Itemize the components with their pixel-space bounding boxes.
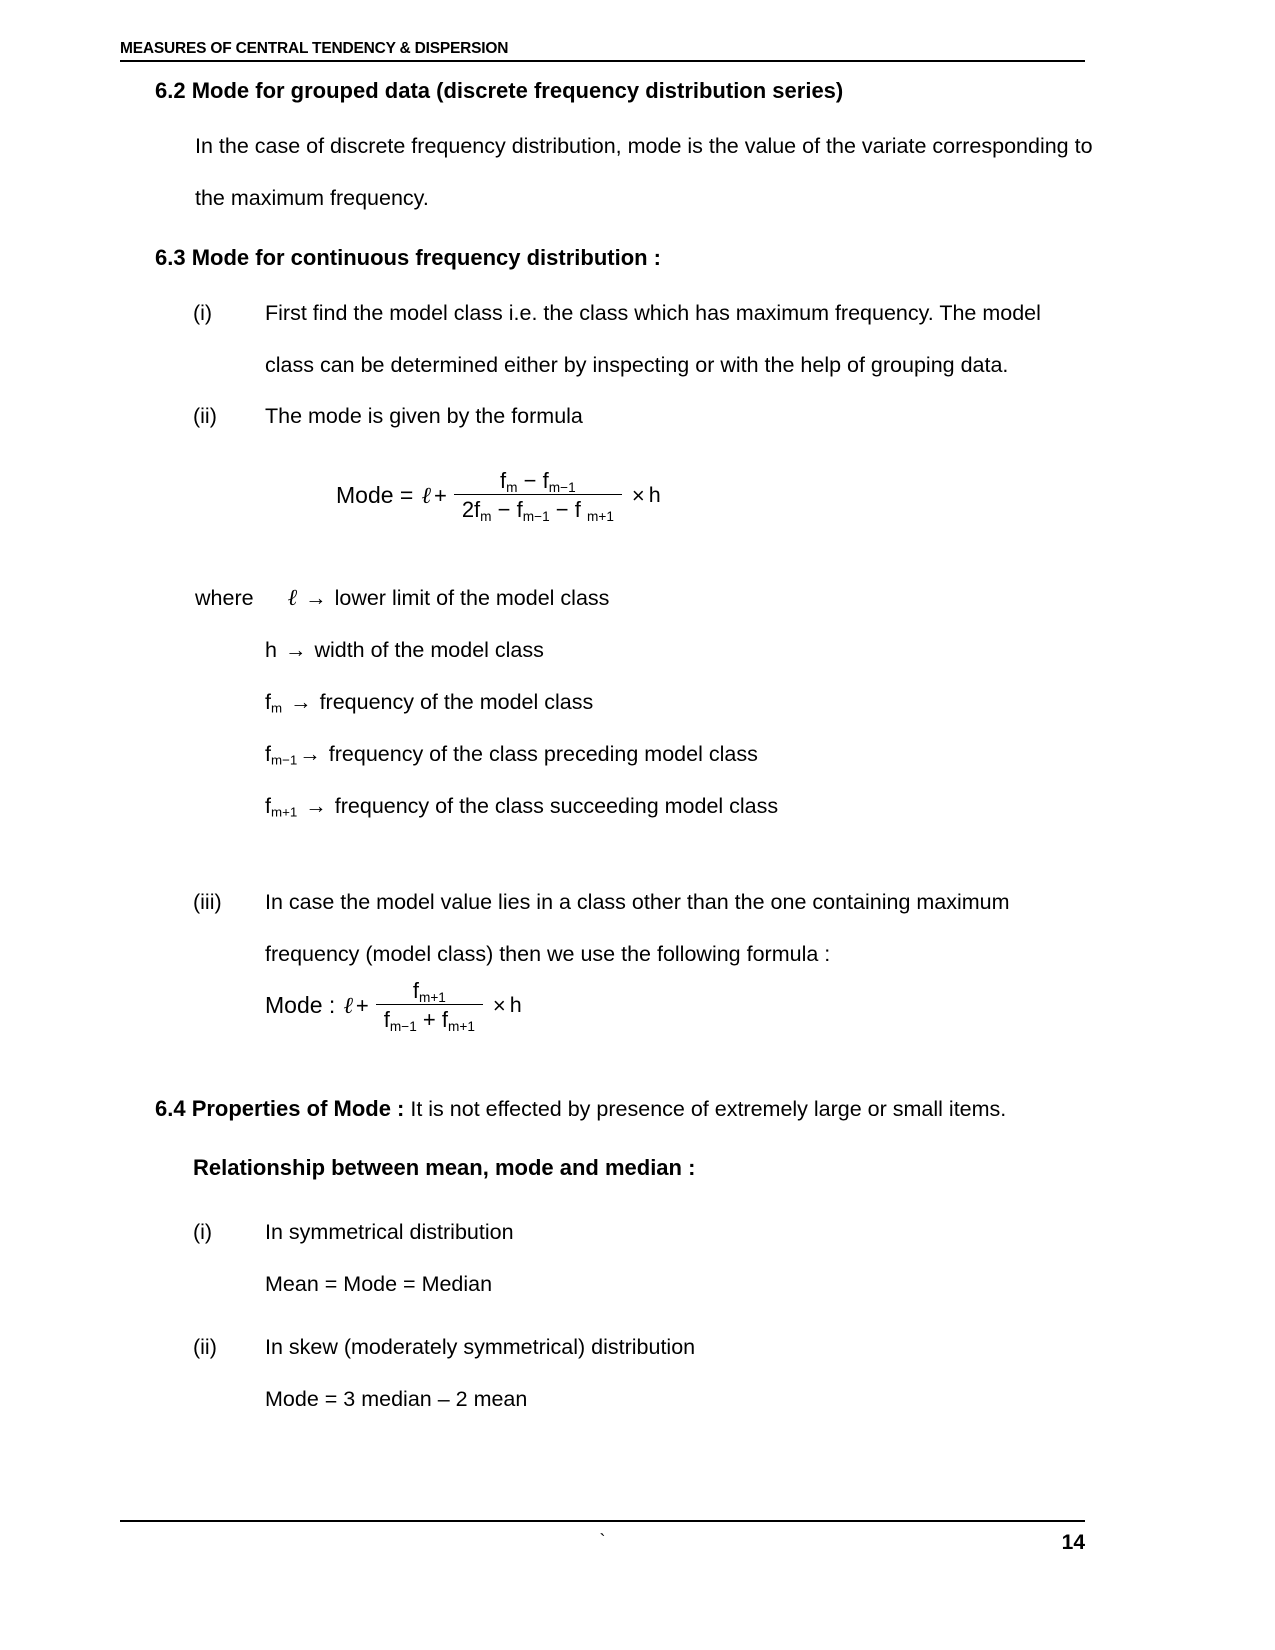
paragraph-line: frequency (model class) then we use the following formula :	[265, 942, 831, 966]
page-footer	[120, 1520, 1085, 1562]
list-marker: (i)	[193, 1220, 213, 1244]
numerator-f2-base: f	[542, 468, 549, 493]
where-block	[195, 572, 778, 832]
formula-mode-continuous	[336, 468, 661, 524]
formula-lower-limit-symbol: ℓ	[343, 992, 353, 1018]
denominator-f1-base: 2f	[461, 497, 481, 523]
list-marker: (ii)	[193, 1335, 217, 1359]
list-item-text	[265, 1321, 1093, 1425]
denominator-f3-base: f	[574, 497, 581, 523]
definition-text: frequency of the model class	[319, 690, 594, 714]
definition-text: width of the model class	[314, 638, 544, 662]
paragraph-line: First find the model class i.e. the class which has maximum frequency. The model	[265, 301, 1041, 325]
denominator-f1-subscript: m−1	[389, 1019, 417, 1035]
page-number: 14	[1061, 1531, 1085, 1554]
where-definition-row	[195, 572, 778, 624]
where-definition-row	[195, 728, 778, 780]
denominator-plus: +	[422, 1007, 436, 1033]
section-6-4-title: 6.4 Properties of Mode :	[155, 1096, 405, 1121]
denominator-f2-base: f	[516, 497, 523, 523]
paragraph-line: the maximum frequency.	[195, 186, 429, 210]
list-item-text	[265, 1206, 1093, 1310]
right-arrow-icon: →	[284, 638, 307, 662]
definition-symbol: ℓ	[287, 585, 298, 610]
right-arrow-icon: →	[305, 586, 327, 610]
footer-center-mark: `	[599, 1531, 606, 1551]
definition-symbol: f	[265, 690, 271, 714]
formula-h-symbol: h	[509, 993, 522, 1018]
page-header	[120, 40, 1085, 62]
fraction	[454, 468, 622, 524]
definition-symbol-subscript: m+1	[270, 804, 298, 820]
definition-symbol: f	[265, 794, 271, 818]
denominator-f3-subscript: m+1	[587, 509, 614, 525]
denominator-f2-subscript: m−1	[522, 509, 550, 525]
formula-mode-alternate	[265, 978, 522, 1034]
relationship-item-ii	[193, 1321, 1093, 1425]
list-marker: (i)	[193, 301, 213, 325]
where-definition-row	[195, 624, 778, 676]
paragraph-line: class can be determined either by inspecting or with the help of grouping data.	[265, 353, 1009, 377]
definition-text: frequency of the class preceding model class	[328, 742, 758, 766]
header-divider	[120, 60, 1085, 62]
denominator-f2-base: f	[441, 1007, 449, 1033]
formula-times-operator: ×	[492, 992, 506, 1018]
where-label: where	[195, 586, 254, 610]
list-item-i	[193, 287, 1093, 391]
denominator-f1-base: f	[383, 1007, 390, 1033]
list-marker: (ii)	[193, 404, 217, 428]
header-title: MEASURES OF CENTRAL TENDENCY & DISPERSION	[120, 40, 509, 57]
fraction-denominator	[454, 495, 622, 523]
equation-line: Mean = Mode = Median	[265, 1272, 493, 1296]
fraction-numerator	[405, 978, 454, 1004]
definition-text: frequency of the class succeeding model class	[334, 794, 779, 818]
paragraph-line: The mode is given by the formula	[265, 404, 583, 428]
footer-divider	[120, 1520, 1085, 1522]
paragraph-line: In the case of discrete frequency distribution, mode is the value of the variate corresponding to	[195, 134, 1093, 158]
relationship-heading: Relationship between mean, mode and median :	[193, 1155, 696, 1180]
definition-symbol: f	[265, 742, 271, 766]
right-arrow-icon: →	[299, 742, 321, 766]
where-definition-row	[195, 676, 778, 728]
section-heading-6-3: 6.3 Mode for continuous frequency distribution :	[155, 245, 662, 270]
list-item-text	[265, 287, 1093, 391]
formula-times-operator: ×	[631, 482, 645, 508]
list-marker: (iii)	[193, 890, 222, 914]
denominator-minus-2: −	[555, 497, 569, 523]
fraction-numerator	[492, 468, 584, 494]
paragraph-line: In symmetrical distribution	[265, 1220, 514, 1244]
numerator-f-base: f	[412, 978, 419, 1003]
numerator-f-subscript: m+1	[418, 989, 446, 1005]
formula-plus-operator: +	[433, 482, 447, 508]
list-item-iii	[193, 876, 1093, 980]
right-arrow-icon: →	[305, 794, 327, 818]
fraction-denominator	[376, 1005, 483, 1033]
list-item-text	[265, 390, 1093, 442]
numerator-f1-base: f	[500, 468, 507, 493]
right-arrow-icon: →	[290, 690, 312, 714]
list-item-text	[265, 876, 1093, 980]
definition-symbol-subscript: m−1	[270, 752, 298, 768]
equation-line: Mode = 3 median – 2 mean	[265, 1387, 528, 1411]
section-heading-6-2: 6.2 Mode for grouped data (discrete frequency distribution series)	[155, 78, 844, 103]
relationship-item-i	[193, 1206, 1093, 1310]
fraction	[376, 978, 483, 1034]
formula-plus-operator: +	[355, 992, 369, 1018]
definition-text: lower limit of the model class	[334, 586, 610, 610]
numerator-f1-subscript: m	[506, 479, 518, 495]
where-definition-row	[195, 780, 778, 832]
list-item-ii	[193, 390, 1093, 442]
section-6-4-title-rest: It is not effected by presence of extremely large or small items.	[404, 1097, 1007, 1121]
formula-lower-limit-symbol: ℓ	[421, 482, 431, 508]
numerator-f2-subscript: m−1	[548, 479, 576, 495]
formula-h-symbol: h	[648, 483, 661, 508]
denominator-minus-1: −	[497, 497, 511, 523]
denominator-f2-subscript: m+1	[448, 1019, 475, 1035]
paragraph-line: In case the model value lies in a class other than the one containing maximum	[265, 890, 1010, 914]
definition-symbol: h	[265, 638, 277, 662]
formula-label: Mode =	[336, 482, 414, 509]
section-heading-6-4	[155, 1083, 1095, 1135]
definition-symbol-subscript: m	[270, 700, 283, 716]
numerator-minus: −	[523, 468, 537, 493]
paragraph-line: In skew (moderately symmetrical) distribution	[265, 1335, 696, 1359]
denominator-f1-subscript: m	[480, 509, 492, 525]
section-6-2-paragraph	[195, 120, 1095, 224]
formula-label: Mode :	[265, 992, 336, 1019]
